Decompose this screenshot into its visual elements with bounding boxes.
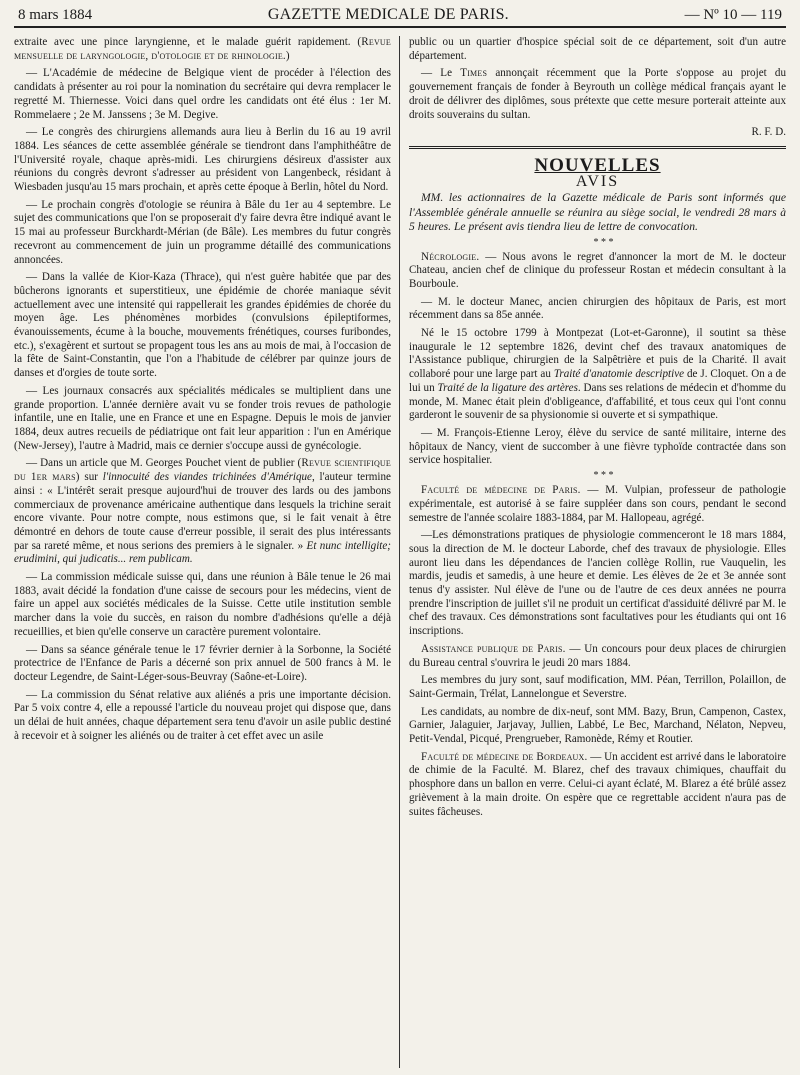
signature: R. F. D. <box>751 126 786 139</box>
body-text: — Dans un article que M. Georges Pouchet vient de publier <box>26 457 298 470</box>
body-text: — Dans la vallée de Kior-Kaza (Thrace), qui n'est guère habitée que par des bûcherons ignorants et superstitieux, une épidémie de chorée maniaque sévit actuellement avec une intensité qui rappellerait les grandes épidémies de chorée du moyen âge. Les phénomènes morbides (convulsions épileptiformes, évanouissements, écume à la bouche, mouvements frénétiques, courses furibondes, etc.), s'exagèrent et surtout se propagent tous les ans au mois de mai, à l'occasion de la fête de Saint-Constantin, que l'on a l'habitude de célébrer par quinze jours de danses et d'orgies de toute sorte. <box>14 271 391 380</box>
page-header <box>14 6 786 28</box>
body-text: — Le <box>421 67 461 80</box>
body-text: — Un accident est arrivé dans le laboratoire de chimie de la Faculté. M. Blarez, chef des travaux chimiques, chauffait du phosphore dans un ballon en verre. Celui-ci ayant éclaté, M. Blarez a été brûlé assez grièvement à la main droite. On espère que ce regrettable accident n'aura pas de suites fâcheuses. <box>409 750 786 818</box>
article-paragraph <box>409 296 786 323</box>
article-paragraph <box>409 327 786 423</box>
body-text: Les membres du jury sont, sauf modification, MM. Péan, Terrillon, Polaillon, de Saint-Germain, Trélat, Lannelongue et Severstre. <box>409 674 786 700</box>
body-text: — M. François-Etienne Leroy, élève du service de santé militaire, interne des hôpitaux de Nancy, vient de succomber à une fièvre typhoïde contractée dans son service hospitalier. <box>409 426 786 467</box>
rubric-label: Assistance publique de Paris. <box>421 642 566 655</box>
body-text: de J. Cloquet. On a de lui un <box>409 368 786 394</box>
article-paragraph <box>14 199 391 268</box>
article-paragraph <box>14 126 391 195</box>
rubric-label: (Revue scientifique du 1er mars) <box>14 457 391 484</box>
article-paragraph <box>409 484 786 525</box>
body-text: — Un concours pour deux places de chirurgien du Bureau central s'ouvrira le jeudi 20 mars 1884. <box>409 642 786 669</box>
body-text: — Dans sa séance générale tenue le 17 février dernier à la Sorbonne, la Société protectrice de l'Enfance de Paris a décerné son prix annuel de 500 francs à M. le docteur Legendre, de Saint-Léger-sous-Beuvray (Saône-et-Loire). <box>14 643 391 683</box>
body-text: — La commission médicale suisse qui, dans une réunion à Bâle tenue le 26 mai 1883, avait décidé la fondation d'une caisse de secours pour les médecins, vient de faire un appel aux sociétés médicales de la Suisse. Cette utile institution semble marcher dans la voie du succès, en raison du nombre d'adhésions qu'elle a déjà recueillies, et bien qu'elle conserve un caractère purement volontaire. <box>14 571 391 638</box>
italic-text: l'innocuité des viandes trichinées d'Amérique <box>102 471 312 484</box>
article-paragraph <box>14 271 391 381</box>
newspaper-page <box>14 6 786 1068</box>
header-number: — Nº 10 — 119 <box>684 7 782 23</box>
article-paragraph <box>14 385 391 454</box>
body-text: , l'auteur termine ainsi : « L'intérêt serait presque aujourd'hui de trouver des lards ou des jambons commerciaux de provenance américaine authentique dans lesquels la trichine serait encore vivante. Pour notre compte, nous estimons que, si le fait venait à être démontré en dehors de toute cause d'erreur possible, il serait des plus intéressants par sa rareté même, et nous serions des premiers à le signaler. » <box>14 471 391 552</box>
body-text: . Dans ses relations de médecin et d'homme du monde, M. Manec était plein d'obligeance, d'affabilité, et tous ceux qui l'ont connu garderont le souvenir de sa physionomie si ouverte et si sympathique. <box>409 381 786 422</box>
body-text: — Le prochain congrès d'otologie se réunira à Bâle du 1er au 4 septembre. Le sujet des communications que l'on se proposerait d'y faire devra être indiqué avant le 15 mai au professeur Burckhardt-Mérian (de Bâle). Les membres du futur congrès recevront au commencement de juin un programme détaillé des communications annoncées. <box>14 198 391 266</box>
nouvelles-heading: NOUVELLES <box>534 154 661 176</box>
columns <box>14 36 786 1068</box>
body-text: public ou un quartier d'hospice spécial soit de ce département, soit d'un autre département. <box>409 36 786 62</box>
article-paragraph <box>14 67 391 122</box>
left-column <box>14 36 400 1068</box>
body-text: sur <box>79 471 103 484</box>
article-paragraph <box>14 571 391 640</box>
avis-heading: AVIS <box>575 172 620 190</box>
rubric-label: Faculté de médecine de Paris. <box>421 484 581 497</box>
body-text: — M. Vulpian, professeur de pathologie expérimentale, est autorisé à se faire suppléer dans son cours, pendant le second semestre de l'année scolaire 1883-1884, par M. Hallopeau, agrégé. <box>409 484 786 524</box>
body-text: Les candidats, au nombre de dix-neuf, sont MM. Bazy, Brun, Campenon, Castex, Garnier, Jalaguier, Jarjavay, Jullien, Labbé, Le Bec, Marchand, Nélaton, Nepveu, Petit-Vendal, Picqué, Prengrueber, Ramonède, Rémy et Routier. <box>409 705 786 746</box>
rubric-label: (Revue mensuelle de laryngologie, d'otologie et de rhinologie.) <box>14 36 391 62</box>
rubric-label: Times <box>460 67 488 80</box>
body-text: — Le congrès des chirurgiens allemands aura lieu à Berlin du 16 au 19 avril 1884. Les séances de cette assemblée générale se tiendront dans l'amphithéâtre de l'Université royale, chaque après-midi. Les chirurgiens désireux d'assister aux réunions du congrès devront s'adresser au président von Langenbeck, résidant à Wiesbaden jusqu'au 15 mars prochain, et après cette époque à Berlin, hôtel du Nord. <box>14 126 391 194</box>
article-paragraph <box>409 706 786 747</box>
section-stars: * * * <box>593 236 614 248</box>
rubric-label: Nécrologie. <box>421 250 480 263</box>
italic-text: Traité d'anatomie descriptive <box>553 368 685 381</box>
body-text: annonçait récemment que la Porte s'oppose au projet du gouvernement français de fonder à Beyrouth un collège médical français ayant le droit de délivrer des diplômes, sous prétexte que cette mesure porterait atteinte aux droits souverains du sultan. <box>409 67 786 121</box>
right-top-articles <box>409 36 786 122</box>
section-stars: * * * <box>593 470 614 482</box>
section-divider <box>409 146 786 151</box>
body-text: — Nous avons le regret d'annoncer la mort de M. le docteur Chateau, ancien chef de clinique du professeur Rostan et médecin consultant à la Bourboule. <box>409 250 786 290</box>
article-paragraph <box>409 36 786 63</box>
rubric-label: Faculté de médecine de Bordeaux. <box>421 750 588 763</box>
article-paragraph <box>409 67 786 122</box>
body-text: extraite avec une pince laryngienne, et le malade guérit rapidement. <box>14 36 358 48</box>
article-paragraph <box>14 36 391 63</box>
article-paragraph <box>409 751 786 820</box>
italic-text: Traité de la ligature des artères <box>437 381 578 394</box>
body-text: —Les démonstrations pratiques de physiologie commenceront le 18 mars 1884, sous la direction de M. le docteur Laborde, chef des travaux de physiologie. Elles auront lieu dans les dépendances de l'ancien collège Rollin, rue Vauquelin, les mardis, jeudis et samedis, à une heure et demie. Les élèves de 2e et 3e année sont tenus d'y assister. Nul élève de l'une ou de l'autre de ces deux années ne pourra prendre l'inscription de juillet s'il ne produit un certificat d'assiduité délivré par M. le chef des travaux. Ces démonstrations sont facultatives pour les étudiants qui ont 16 inscriptions. <box>409 529 786 638</box>
right-column <box>400 36 786 1068</box>
article-paragraph <box>409 251 786 292</box>
article-paragraph <box>14 644 391 685</box>
article-paragraph <box>409 427 786 468</box>
header-date: 8 mars 1884 <box>18 7 93 23</box>
italic-text: Et nunc intelligite; erudimini, qui judicatis... rem publicam. <box>14 539 391 566</box>
article-paragraph <box>409 643 786 670</box>
body-text: — L'Académie de médecine de Belgique vient de procéder à l'élection des candidats à présenter au roi pour la nomination du secrétaire qui devra remplacer le regretté M. Thiernesse. Voici dans quel ordre les candidats ont été élus : 1er M. Rommelaere ; 2e M. Janssens ; 3e M. Degive. <box>14 67 391 121</box>
body-text: — M. le docteur Manec, ancien chirurgien des hôpitaux de Paris, est mort récemment dans sa 85e année. <box>409 295 786 322</box>
right-bottom-articles <box>409 251 786 820</box>
body-text: — Les journaux consacrés aux spécialités médicales se multiplient dans une grande proportion. L'année dernière avait vu se fonder trois revues de pathologie infantile, une en Italie, une en France et une en Espagne. Depuis le mois de janvier 1884, deux autres recueils de pédiatrique ont fait leur apparition : l'un en Amérique (New-Jersey), l'autre à Madrid, mais ce dernier s'occupe aussi de gynécologie. <box>14 384 391 452</box>
header-title: GAZETTE MEDICALE DE PARIS. <box>267 6 509 23</box>
article-paragraph <box>409 529 786 639</box>
article-paragraph <box>14 457 391 567</box>
body-text: — La commission du Sénat relative aux aliénés a pris une importante décision. Par 5 voix contre 4, elle a repoussé l'article du nouveau projet qui dispose que, dans un délai de huit années, chaque département sera tenu d'avoir un asile public destiné à recevoir et à soigner les aliénés ou de traiter à cet effet avec un asile <box>14 688 391 742</box>
article-paragraph <box>409 674 786 701</box>
avis-text: MM. les actionnaires de la Gazette médicale de Paris sont informés que l'Assemblée générale annuelle se réunira au siège social, le vendredi 28 mars à 5 heures. Le présent avis tiendra lieu de lettre de convocation. <box>409 191 786 234</box>
body-text: Né le 15 octobre 1799 à Montpezat (Lot-et-Garonne), il soutint sa thèse inaugurale le 12 septembre 1826, devint chef des travaux anatomiques de l'Assistance publique, chirurgien de la Salpêtrière et puis de la Charité. Il avait collaboré pour une large part au <box>409 327 786 381</box>
article-paragraph <box>14 689 391 744</box>
